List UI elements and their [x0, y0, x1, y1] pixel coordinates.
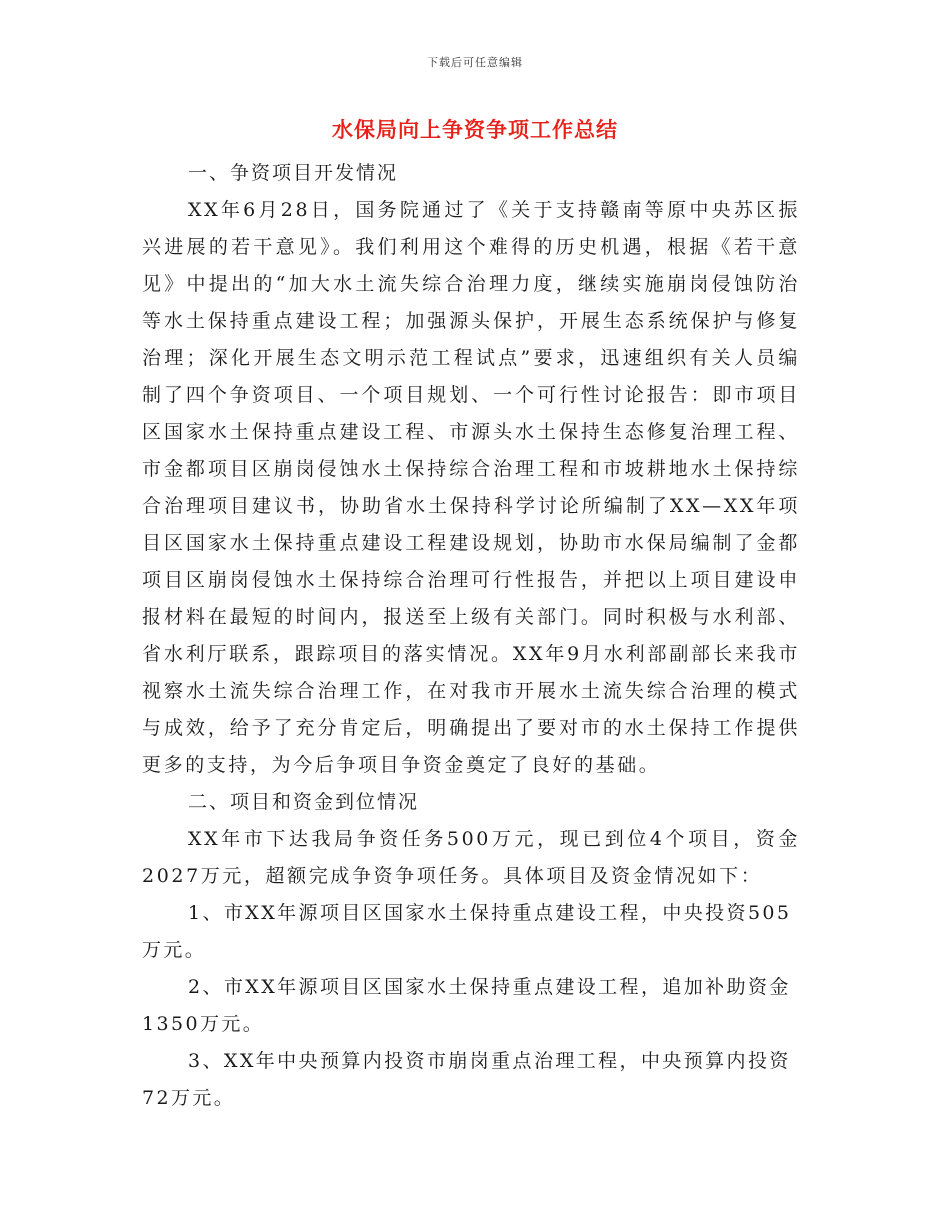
section-heading-2: 二、项目和资金到位情况	[188, 791, 420, 813]
section-2-paragraph: XX年市下达我局争资任务500万元，现已到位4个项目，资金2027万元，超额完成争资争项任务。具体项目及资金情况如下：	[142, 828, 800, 887]
list-item-1: 1、市XX年源项目区国家水土保持重点建设工程，中央投资505万元。	[142, 902, 792, 961]
section-1-paragraph: XX年6月28日，国务院通过了《关于支持赣南等原中央苏区振兴进展的若干意见》。我们利用这个难得的历史机遇，根据《若干意见》中提出的“加大水土流失综合治理力度，继续实施崩岗侵蚀防治等水土保持重点建设工程；加强源头保护，开展生态系统保护与修复治理；深化开展生态文明示范工程试点”要求，迅速组织有关人员编制了四个争资项目、一个项目规划、一个可行性讨论报告：即市项目区国家水土保持重点建设工程、市源头水土保持生态修复治理工程、市金都项目区崩岗侵蚀水土保持综合治理工程和市坡耕地水土保持综合治理项目建议书，协助省水土保持科学讨论所编制了XX—XX年项目区国家水土保持重点建设工程建设规划，协助市水保局编制了金都项目区崩岗侵蚀水土保持综合治理可行性报告，并把以上项目建设申报材料在最短的时间内，报送至上级有关部门。同时积极与水利部、省水利厅联系，跟踪项目的落实情况。XX年9月水利部副部长来我市视察水土流失综合治理工作，在对我市开展水土流失综合治理的模式与成效，给予了充分肯定后，明确提出了要对市的水土保持工作提供更多的支持，为今后争项目争资金奠定了良好的基础。	[142, 199, 800, 776]
list-item-3: 3、XX年中央预算内投资市崩岗重点治理工程，中央预算内投资72万元。	[142, 1050, 791, 1109]
list-item-2: 2、市XX年源项目区国家水土保持重点建设工程，追加补助资金1350万元。	[142, 976, 791, 1035]
document-body	[142, 155, 800, 1117]
header-note: 下载后可任意编辑	[427, 56, 523, 69]
section-heading-1: 一、争资项目开发情况	[188, 162, 399, 184]
document-title: 水保局向上争资争项工作总结	[332, 117, 618, 142]
